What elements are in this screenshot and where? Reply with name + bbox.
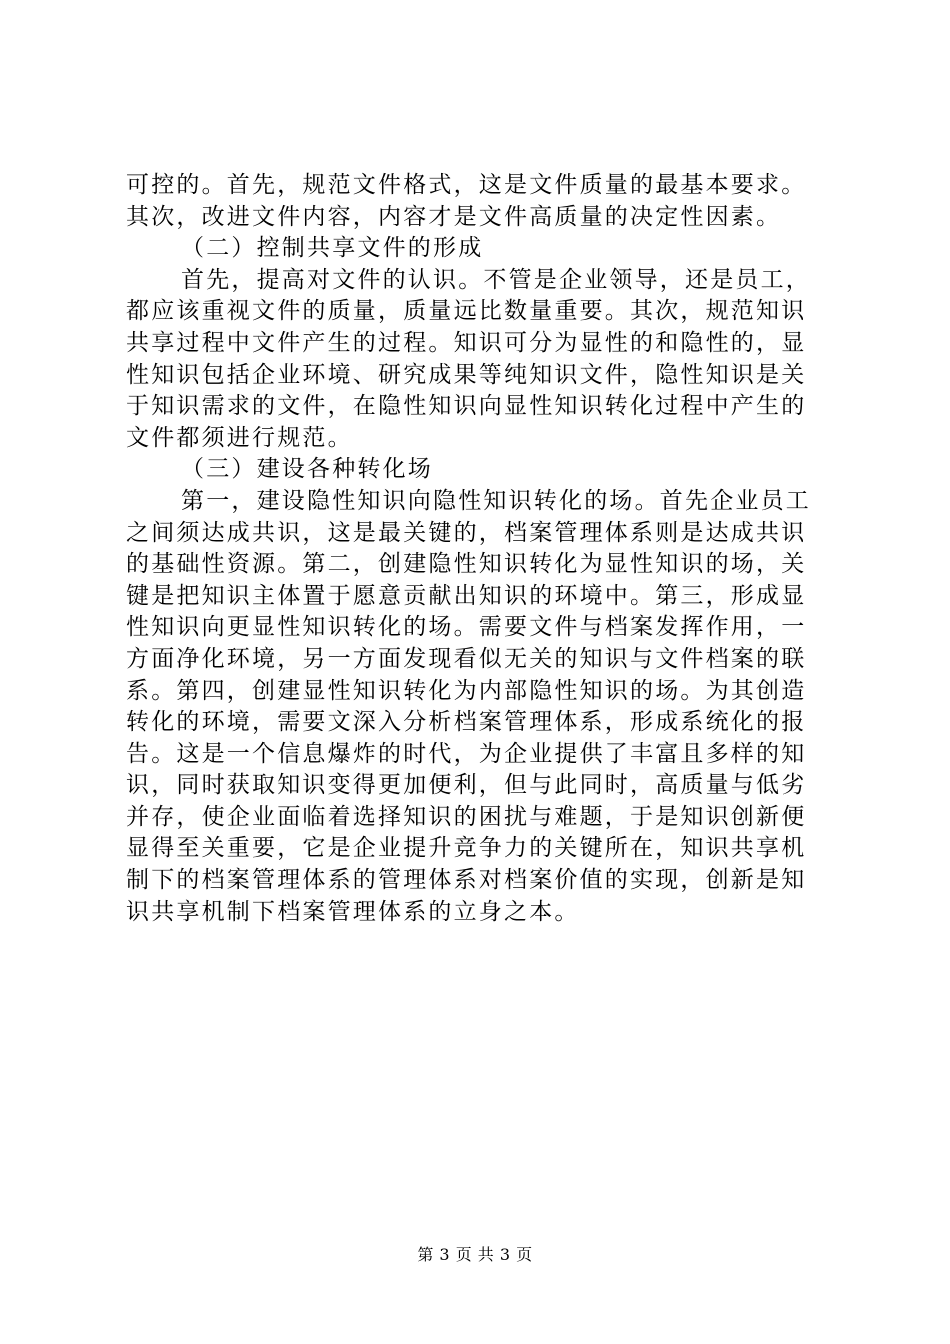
text-line: 的基础性资源。第二，创建隐性知识转化为显性知识的场，关 bbox=[126, 551, 807, 578]
text-line: 性知识包括企业环境、研究成果等纯知识文件，隐性知识是关 bbox=[126, 361, 807, 388]
text-line: 告。这是一个信息爆炸的时代，为企业提供了丰富且多样的知 bbox=[126, 740, 807, 767]
text-line: 文件都须进行规范。 bbox=[126, 424, 353, 451]
text-line: 显得至关重要，它是企业提升竞争力的关键所在，知识共享机 bbox=[126, 835, 807, 862]
text-line: 识共享机制下档案管理体系的立身之本。 bbox=[126, 898, 580, 925]
section-heading: （二）控制共享文件的形成 bbox=[181, 235, 484, 262]
text-line: 性知识向更显性知识转化的场。需要文件与档案发挥作用，一 bbox=[126, 614, 807, 641]
text-line: 其次，改进文件内容，内容才是文件高质量的决定性因素。 bbox=[126, 203, 782, 230]
text-line: 共享过程中文件产生的过程。知识可分为显性的和隐性的，显 bbox=[126, 329, 807, 356]
text-line: 制下的档案管理体系的管理体系对档案价值的实现，创新是知 bbox=[126, 867, 807, 894]
text-line: 转化的环境，需要文深入分析档案管理体系，形成系统化的报 bbox=[126, 709, 807, 736]
text-line: 系。第四，创建显性知识转化为内部隐性知识的场。为其创造 bbox=[126, 677, 807, 704]
text-line: 键是把知识主体置于愿意贡献出知识的环境中。第三，形成显 bbox=[126, 582, 807, 609]
text-line: 可控的。首先，规范文件格式，这是文件质量的最基本要求。 bbox=[126, 172, 807, 198]
text-line: 并存，使企业面临着选择知识的困扰与难题，于是知识创新便 bbox=[126, 803, 807, 830]
page-number-footer: 第 3 页 共 3 页 bbox=[417, 1245, 533, 1264]
body-text bbox=[126, 170, 828, 928]
text-line: 之间须达成共识，这是最关键的，档案管理体系则是达成共识 bbox=[126, 519, 807, 546]
paragraph-first-line: 首先，提高对文件的认识。不管是企业领导，还是员工， bbox=[181, 266, 811, 293]
text-line: 都应该重视文件的质量，质量远比数量重要。其次，规范知识 bbox=[126, 298, 807, 325]
text-line: 方面净化环境，另一方面发现看似无关的知识与文件档案的联 bbox=[126, 645, 807, 672]
paragraph-first-line: 第一，建设隐性知识向隐性知识转化的场。首先企业员工 bbox=[181, 487, 811, 514]
section-heading: （三）建设各种转化场 bbox=[181, 456, 433, 483]
text-line: 识，同时获取知识变得更加便利，但与此同时，高质量与低劣 bbox=[126, 772, 807, 799]
text-line: 于知识需求的文件，在隐性知识向显性知识转化过程中产生的 bbox=[126, 393, 807, 420]
